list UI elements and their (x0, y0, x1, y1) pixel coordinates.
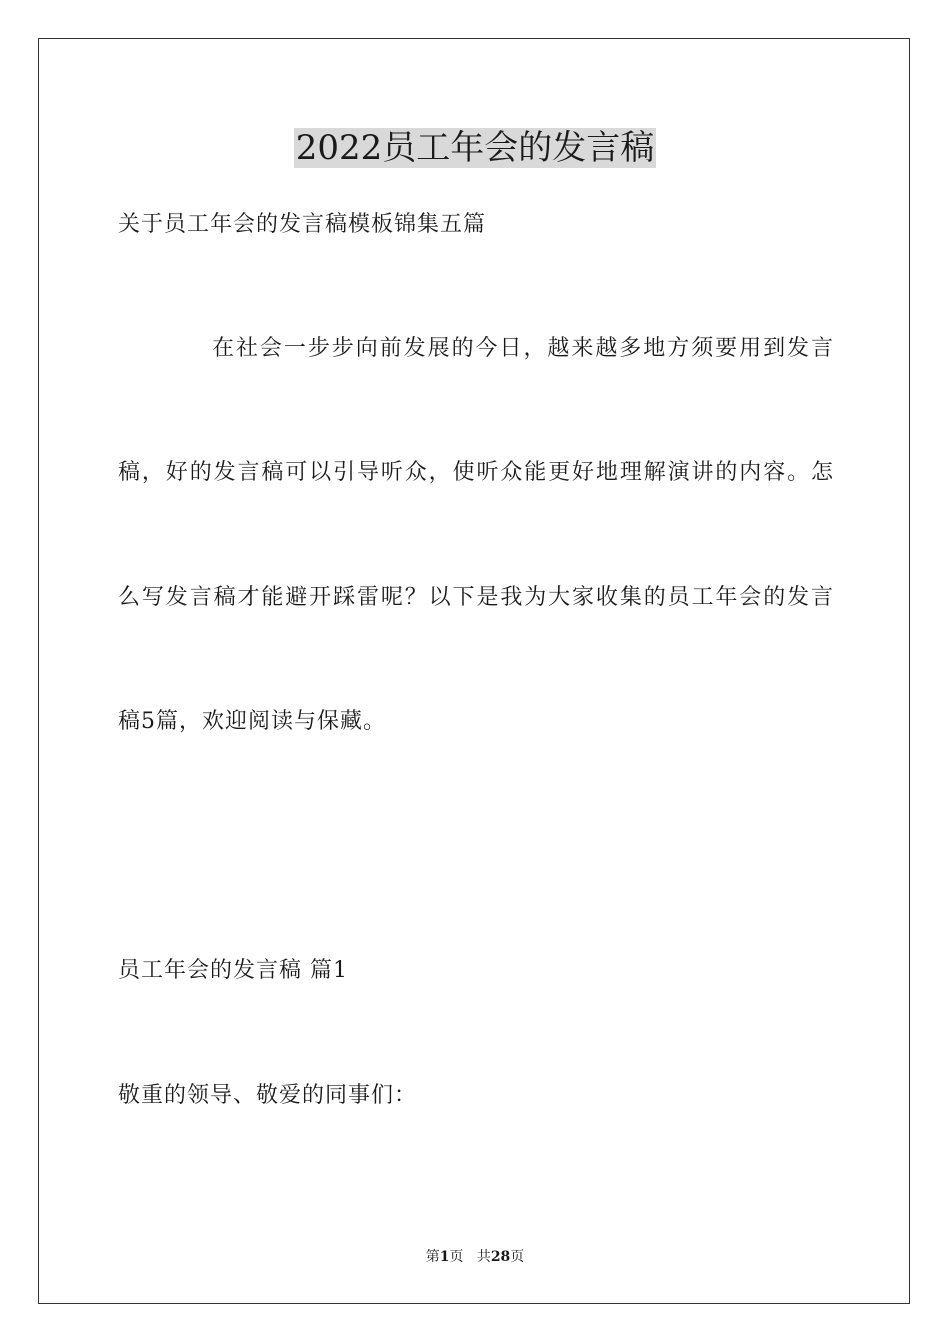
document-title-text: 2022员工年会的发言稿 (295, 128, 655, 168)
page-footer (0, 1247, 950, 1267)
document-subtitle: 关于员工年会的发言稿模板锦集五篇 (118, 212, 487, 237)
footer-page-number: 1 (439, 1249, 450, 1265)
footer-page-suffix: 页 (449, 1249, 464, 1265)
intro-line-2: 稿，好的发言稿可以引导听众，使听众能更好地理解演讲的内容。怎 (118, 460, 834, 485)
footer-total-pages: 28 (490, 1249, 511, 1265)
footer-prefix: 第 (425, 1249, 440, 1265)
intro-line-1: 在社会一步步向前发展的今日，越来越多地方须要用到发言 (212, 336, 834, 361)
footer-total-suffix: 页 (510, 1249, 525, 1265)
intro-line-3: 么写发言稿才能避开踩雷呢？以下是我为大家收集的员工年会的发言 (118, 585, 834, 610)
section-heading: 员工年会的发言稿 篇1 (118, 958, 348, 983)
salutation: 敬重的领导、敬爱的同事们： (118, 1083, 418, 1108)
footer-total-prefix: 共 (476, 1249, 491, 1265)
intro-line-4: 稿5篇，欢迎阅读与保藏。 (118, 709, 386, 734)
document-title (0, 126, 950, 170)
